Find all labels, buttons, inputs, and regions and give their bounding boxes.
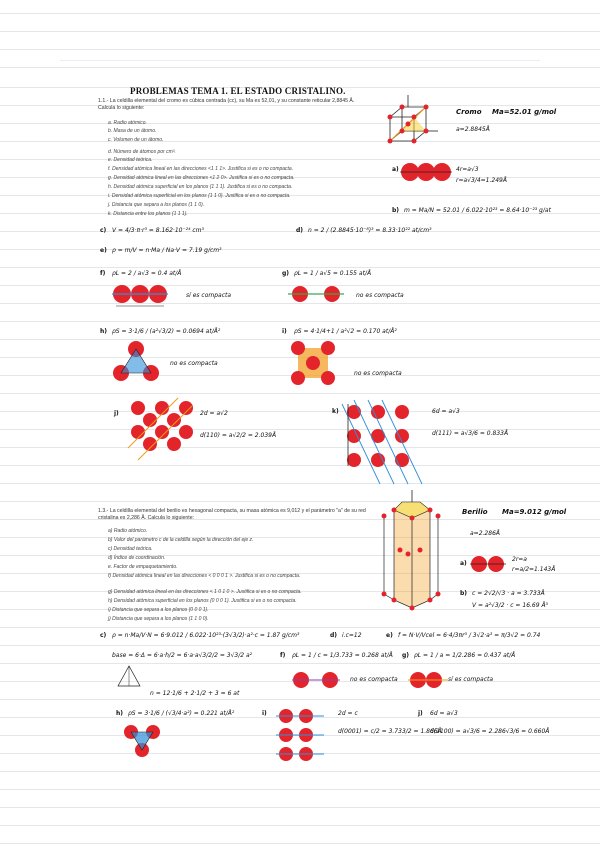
p2-j-val: d(1100) = a√3/6 = 2.286√3/6 = 0.660Å	[430, 728, 550, 735]
p2-h-triangle	[124, 724, 160, 758]
p1-label-b: b)	[392, 207, 400, 214]
p1-e-eq: ρ = m/V = n·Ma / Na·V = 7.19 g/cm³	[112, 247, 222, 254]
p1-f-eq: ρL = 2 / a√3 = 0.4 at/Å	[112, 270, 182, 277]
problem2-statement: 1.3.- La celdilla elemental del berilio es hexagonal compacta, su masa atómica es 9,012 y el parámetro "a" de su red cristalina es 2,286 Å. Calcula lo siguiente:	[98, 508, 366, 521]
p2-coord: i.c=12	[342, 632, 362, 639]
p2-label-c: c)	[100, 632, 107, 639]
p1-atoms-row-r	[400, 162, 452, 184]
p1-label-c: c)	[100, 227, 107, 234]
top-rule	[60, 60, 540, 61]
p2-g-note: sí es compacta	[448, 676, 494, 683]
p2-label-j: j)	[418, 710, 423, 717]
p1-item-f: f. Densidad atómica lineal en las direcciones <1 1 1>. Justifica si es o no compacta.	[108, 166, 294, 172]
p1-j-eq: 2d = a√2	[200, 410, 228, 417]
p1-i-square	[290, 340, 338, 386]
p2-element: Berilio	[462, 508, 488, 516]
p1-i-note: no es compacta	[354, 370, 402, 377]
p1-c-eq: V = 4/3·π·r³ = 8.162·10⁻²⁴ cm³	[112, 227, 204, 234]
p1-r-eq: 4r=a√3	[456, 166, 479, 173]
p2-label-i: i)	[262, 710, 267, 717]
p1-h-triangle	[112, 340, 160, 382]
p1-f-note: sí es compacta	[186, 292, 232, 299]
p2-label-e: e)	[386, 632, 393, 639]
p1-h-eq: ρS = 3·1/6 / (a²√3/2) = 0.0694 at/Å²	[112, 328, 221, 335]
p1-item-e: e. Densidad teórica.	[108, 157, 153, 163]
p1-item-a: a. Radio atómico.	[108, 120, 147, 126]
p2-label-d: d)	[330, 632, 338, 639]
p2-i-diagram	[276, 706, 328, 764]
p1-label-e: e)	[100, 247, 107, 254]
p2-item-b: b) Valor del parámetro c de la celdilla según la dirección del eje z.	[108, 537, 254, 543]
p2-label-g: g)	[402, 652, 410, 659]
p2-f-eq: ρL = 1 / c = 1/3.733 = 0.268 at/Å	[292, 652, 393, 659]
p2-item-c: c) Densidad teórica.	[108, 546, 153, 552]
p1-label-a: a)	[392, 166, 399, 173]
bcc-cube-sketch	[380, 95, 440, 157]
p2-item-d: d) Índice de coordinación.	[108, 555, 166, 561]
p2-item-a: a) Radio atómico.	[108, 528, 148, 534]
p2-r-eq: 2r=a	[512, 556, 527, 563]
p2-dens-eq: ρ = n·Ma/V·N = 6·9.012 / 6.022·10²³·(3√3/2)·a²·c = 1.87 g/cm³	[112, 632, 300, 639]
p1-item-c: c. Volumen de un átomo.	[108, 137, 164, 143]
p2-item-j: j) Distancia que separa a los planos (1 1 0 0).	[108, 616, 209, 622]
problem1-statement: 1.1.- La celdilla elemental del cromo es cúbica centrada (cc), su Ma es 52,01, y su constante reticular 2,8845 Å. Calcula lo siguiente:	[98, 98, 355, 111]
p2-i-val: d(0001) = c/2 = 3.733/2 = 1.866Å	[338, 728, 442, 735]
p2-mass: Ma=9.012 g/mol	[502, 508, 567, 516]
p2-c-eq2: V = a²√3/2 · c = 16.69 Å³	[472, 602, 548, 609]
p1-j-val: d(110) = a√2/2 = 2.039Å	[200, 432, 277, 439]
p1-item-b: b. Masa de un átomo.	[108, 128, 157, 134]
p1-g-atoms	[288, 284, 344, 308]
p1-item-h: h. Densidad atómica superficial en los planos {1 1 1}. Justifica si es o no compacta.	[108, 184, 293, 190]
p2-h-eq: ρS = 3·1/6 / (√3/4·a²) = 0.221 at/Å²	[128, 710, 235, 717]
p2-i-eq: 2d = c	[338, 710, 358, 717]
p1-g-note: no es compacta	[356, 292, 404, 299]
p2-a: a=2.286Å	[470, 530, 500, 537]
p1-k-diagram	[340, 400, 426, 486]
p2-pack-eq: f = N·V/Vcel = 6·4/3πr³ / 3√2·a³ = π/3√2 = 0.74	[398, 632, 541, 639]
p2-triangle	[116, 664, 142, 688]
p2-f-note: no es compacta	[350, 676, 398, 683]
p1-g-eq: ρL = 1 / a√5 = 0.155 at/Å	[294, 270, 372, 277]
p1-item-j: j. Distancia que separa a los planos (1 1 0).	[108, 202, 205, 208]
p1-k-val: d(111) = a√3/6 = 0.833Å	[432, 430, 509, 437]
p2-atoms-count: n = 12·1/6 + 2·1/2 + 3 = 6 at	[150, 690, 240, 697]
p2-base: base = 6·Δ = 6·a·h/2 = 6·a·a√3/2/2 = 3√3/2 a²	[112, 652, 253, 659]
p1-label-f: f)	[100, 270, 106, 277]
p1-mass: Ma=52.01 g/mol	[492, 108, 557, 116]
p2-item-f: f) Densidad atómica lineal en las direcciones < 0 0 0 1 >. Justifica si es o no compacta.	[108, 573, 301, 579]
p2-j-eq: 6d = a√3	[430, 710, 458, 717]
p2-g-eq: ρL = 1 / a = 1/2.286 = 0.437 at/Å	[414, 652, 516, 659]
p1-item-k: k. Distancia entre los planos (1 1 1).	[108, 211, 188, 217]
p1-element: Cromo	[456, 108, 482, 116]
p1-label-k: k)	[332, 408, 339, 415]
p2-item-e: e. Factor de empaquetamiento.	[108, 564, 178, 570]
p2-r-val: r=a/2=1.143Å	[512, 566, 556, 573]
p1-h-note: no es compacta	[170, 360, 218, 367]
p2-label-h: h)	[116, 710, 124, 717]
hcp-prism-sketch	[378, 490, 442, 616]
p1-a: a=2.8845Å	[456, 126, 490, 133]
p1-item-g: g. Densidad atómica lineal en las direcciones <1 2 0>. Justifica si es o no compacta.	[108, 175, 295, 181]
p2-label-b: b)	[460, 590, 468, 597]
p1-item-i: i. Densidad atómica superficial en los planos {1 1 0}. Justifica si es o no compacta.	[108, 193, 291, 199]
p2-atoms-row	[470, 554, 506, 576]
p1-label-g: g)	[282, 270, 290, 277]
p2-c-eq: c = 2√2/√3 · a = 3.733Å	[472, 590, 545, 597]
p1-label-i: i)	[282, 328, 287, 335]
p1-f-atoms	[112, 284, 168, 308]
p1-i-eq: ρS = 4·1/4+1 / a²√2 = 0.170 at/Å²	[294, 328, 397, 335]
p2-f-atoms	[292, 668, 340, 694]
p1-item-d: d. Número de átomos por cm³.	[108, 149, 176, 155]
p1-label-d: d)	[296, 227, 304, 234]
p1-k-eq: 6d = a√3	[432, 408, 460, 415]
p1-j-diagram	[128, 398, 192, 462]
p2-item-h: h) Densidad atómica superficial en los planos {0 0 0 1}. Justifica si es o no compacta.	[108, 598, 297, 604]
p1-b-eq: m = Ma/N = 52.01 / 6.022·10²³ = 8.64·10⁻²³ g/at	[404, 207, 551, 214]
p1-label-h: h)	[100, 328, 108, 335]
p2-item-g: g) Densidad atómica lineal en las direcciones < 1 0 1 0 >. Justifica si es o no compacta.	[108, 589, 302, 595]
p1-d-eq: n = 2 / (2.8845·10⁻⁸)³ = 8.33·10²² at/cm³	[308, 227, 432, 234]
p1-r-val: r=a√3/4=1.249Å	[456, 177, 507, 184]
p2-label-a: a)	[460, 560, 467, 567]
p2-item-i: i) Distancia que separa a los planos {0 0 0 1}.	[108, 607, 209, 613]
page-title: PROBLEMAS TEMA 1. EL ESTADO CRISTALINO.	[130, 86, 346, 96]
p1-label-j: j)	[114, 410, 119, 417]
p2-g-atoms	[408, 668, 448, 694]
p2-label-f: f)	[280, 652, 286, 659]
